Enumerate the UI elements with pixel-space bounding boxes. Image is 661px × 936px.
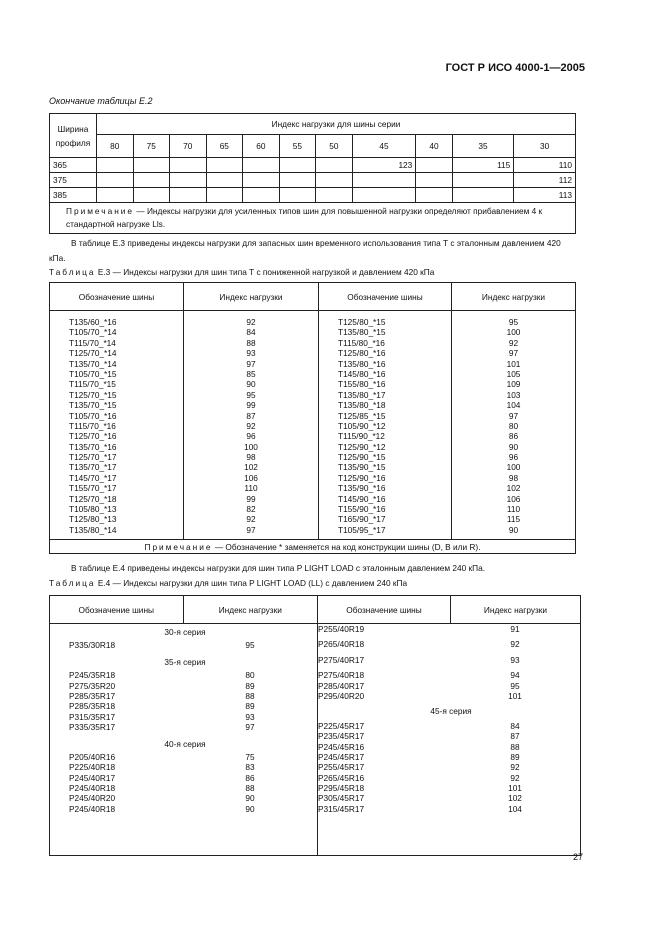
caption-label: Таблица [49, 578, 96, 588]
series-header: 80 [97, 135, 134, 158]
list-item: Т105/70_*15 [69, 368, 117, 379]
tire-list [50, 317, 183, 535]
list-item: 83 [245, 762, 255, 773]
value-cell [243, 173, 280, 188]
list-item: 99 [246, 400, 256, 411]
list-item: 100 [506, 327, 521, 338]
list-item: P335/35R17 [69, 722, 116, 733]
value-cell [279, 173, 316, 188]
list-item: 85 [246, 368, 256, 379]
table-e3-note [50, 540, 576, 554]
list-item: Т135/80_*15 [338, 327, 386, 338]
series-heading: 35-я серия [164, 656, 206, 667]
list-item: 90 [245, 793, 255, 804]
list-item: 97 [246, 524, 256, 535]
page-number: 27 [572, 852, 583, 862]
list-item: 88 [246, 337, 256, 348]
value-cell [206, 158, 243, 173]
col-header: Обозначение шины [318, 596, 451, 624]
list-item: 93 [246, 348, 256, 359]
list-item: Т145/80_*16 [338, 368, 386, 379]
value-cell [97, 188, 134, 203]
list-item: Т115/70_*15 [69, 379, 116, 390]
paragraph-e3: В таблице Е.3 приведены индексы нагрузки для запасных шин временного использования типа Т с эталонным давлением 420 кПа. [49, 238, 561, 263]
list-item: Т145/70_*17 [69, 472, 117, 483]
list-item: P245/40R18 [69, 803, 116, 814]
list-item: 105 [506, 368, 521, 379]
table-e4 [49, 595, 581, 856]
value-cell [133, 173, 170, 188]
list-item: 84 [246, 327, 256, 338]
list-item: 104 [508, 803, 522, 814]
value-cell [206, 188, 243, 203]
list-item: 100 [506, 462, 521, 473]
index-list [450, 624, 580, 665]
list-item: Т125/70_*18 [69, 493, 117, 504]
value-cell [452, 188, 514, 203]
tire-list [318, 670, 450, 701]
col-header: Обозначение шины [50, 283, 184, 311]
list-item: 91 [510, 624, 520, 634]
value-cell [416, 158, 453, 173]
list-item: Т135/80_*18 [338, 400, 386, 411]
note-label: Примечание [144, 541, 213, 552]
value-cell [279, 188, 316, 203]
list-item: Т135/80_*16 [338, 358, 386, 369]
list-item: P235/45R17 [318, 731, 365, 742]
width-cell: 375 [50, 173, 97, 188]
left-groups [50, 624, 318, 856]
list-item: 82 [246, 504, 256, 515]
value-cell [97, 158, 134, 173]
list-item: 92 [510, 639, 520, 650]
list-item: P275/40R17 [318, 654, 365, 665]
list-item: 88 [245, 690, 255, 701]
value-cell [243, 158, 280, 173]
value-cell [316, 158, 353, 173]
list-item: 96 [508, 452, 519, 463]
list-item: 106 [506, 493, 521, 504]
index-list [184, 317, 318, 535]
table-e3-caption [49, 267, 434, 277]
caption-text: Е.4 — Индексы нагрузки для шин типа P LIGHT LOAD (LL) с давлением 240 кПа [95, 578, 408, 588]
list-item: P245/40R17 [69, 772, 116, 783]
list-item: 88 [245, 783, 255, 794]
list-item: Т125/70_*15 [69, 389, 117, 400]
list-item: Т135/80_*14 [69, 524, 117, 535]
value-cell [97, 173, 134, 188]
list-item: 90 [508, 524, 519, 535]
table-row [50, 158, 576, 173]
list-item: Т155/90_*16 [338, 504, 386, 515]
series-heading: 40-я серия [164, 738, 206, 749]
series-header: 50 [316, 135, 353, 158]
list-item: 110 [244, 483, 258, 494]
list-item: Т125/70_*17 [69, 452, 117, 463]
series-header: 75 [133, 135, 170, 158]
list-item: P285/35R17 [69, 690, 116, 701]
list-item: Т115/90_*12 [338, 431, 385, 442]
value-cell [352, 188, 416, 203]
series-header: 60 [243, 135, 280, 158]
list-item: Т105/70_*14 [69, 327, 117, 338]
list-item: P245/45R16 [318, 741, 365, 752]
list-item: 100 [244, 441, 258, 452]
table-e2-caption: Окончание таблицы Е.2 [49, 96, 153, 106]
right-groups [318, 624, 581, 856]
table-e2-note [50, 203, 576, 234]
list-item: Т125/85_*15 [338, 410, 386, 421]
series-header: 65 [206, 135, 243, 158]
list-item: Т135/70_*16 [69, 441, 117, 452]
list-item: 95 [508, 317, 519, 327]
list-item: 109 [506, 379, 521, 390]
list-item: 92 [510, 772, 520, 783]
list-item: Т125/80_*15 [338, 317, 386, 327]
list-item: Т115/70_*14 [69, 337, 116, 348]
list-item: Т125/90_*15 [338, 452, 386, 463]
list-item: Т125/90_*16 [338, 472, 386, 483]
index-list [183, 640, 317, 650]
value-cell [133, 158, 170, 173]
col-header: Обозначение шины [319, 283, 452, 311]
list-item: Т125/90_*12 [338, 441, 386, 452]
list-item: 103 [506, 389, 521, 400]
list-item: P255/45R17 [318, 762, 365, 773]
list-item: Т125/80_*13 [69, 514, 117, 525]
list-item: P245/35R18 [69, 670, 116, 681]
caption-text: Е.3 — Индексы нагрузки для шин типа Т с пониженной нагрузкой и давлением 420 кПа [95, 267, 435, 277]
series-header: 40 [416, 135, 453, 158]
list-item: 98 [508, 472, 519, 483]
list-item: 101 [508, 690, 522, 701]
list-item: Т115/80_*16 [338, 337, 385, 348]
value-cell [170, 158, 207, 173]
value-cell: 115 [452, 158, 514, 173]
list-item: Т135/70_*17 [69, 462, 117, 473]
value-cell [352, 173, 416, 188]
list-item: Т135/70_*14 [69, 358, 117, 369]
value-cell [133, 188, 170, 203]
list-item: 97 [246, 358, 256, 369]
list-item: 88 [510, 741, 520, 752]
table-row [50, 188, 576, 203]
list-item: 102 [506, 483, 521, 494]
list-item: Т135/90_*15 [338, 462, 386, 473]
value-cell [452, 173, 514, 188]
list-item: P265/40R18 [318, 639, 365, 650]
list-item: P335/30R18 [69, 640, 116, 651]
list-item: 115 [506, 514, 521, 525]
list-item: 104 [506, 400, 521, 411]
list-item: 90 [246, 379, 256, 390]
list-item: P205/40R16 [69, 751, 116, 762]
list-item: P305/45R17 [318, 793, 365, 804]
index-list [450, 721, 580, 815]
caption-label: Таблица [49, 267, 96, 277]
list-item: 95 [245, 640, 255, 651]
list-item: 110 [506, 504, 521, 515]
index-list [183, 670, 317, 732]
list-item: 97 [508, 348, 519, 359]
note-text: — Обозначение * заменяется на код конструкции шины (D, B или R). [212, 541, 481, 552]
index-list [450, 670, 580, 701]
width-cell: 365 [50, 158, 97, 173]
list-item: P315/45R17 [318, 803, 365, 814]
list-item: Т135/80_*17 [338, 389, 386, 400]
col-header: Индекс нагрузки [184, 283, 319, 311]
list-item: 86 [245, 772, 255, 783]
index-list [452, 317, 575, 535]
list-item: P275/40R18 [318, 670, 365, 681]
list-item: 99 [246, 493, 256, 504]
list-item: 94 [510, 670, 520, 681]
value-cell [206, 173, 243, 188]
list-item: Т115/70_*16 [69, 420, 116, 431]
value-cell: 112 [514, 173, 576, 188]
value-cell [279, 158, 316, 173]
series-heading: 30-я серия [164, 627, 206, 637]
tire-list [319, 317, 451, 535]
list-item: P245/40R20 [69, 793, 116, 804]
list-item: 101 [506, 358, 521, 369]
list-item: P295/45R18 [318, 783, 365, 794]
series-header-row [50, 135, 576, 158]
table-e4-caption [49, 578, 407, 588]
list-item: 80 [245, 670, 255, 681]
list-item: Т105/80_*13 [69, 504, 117, 515]
tire-list [50, 670, 183, 732]
list-item: 89 [510, 751, 520, 762]
list-item: Т135/90_*16 [338, 483, 386, 494]
list-item: 102 [508, 793, 522, 804]
value-cell: 113 [514, 188, 576, 203]
list-item: P285/40R17 [318, 680, 365, 691]
list-item: Т125/70_*14 [69, 348, 117, 359]
col-header: Индекс нагрузки [451, 596, 581, 624]
list-item: 97 [508, 410, 519, 421]
list-item: P225/40R18 [69, 762, 116, 773]
col-header: Обозначение шины [50, 596, 184, 624]
list-item: Т145/90_*16 [338, 493, 386, 504]
width-cell: 385 [50, 188, 97, 203]
width-column-header: Ширина профиля [50, 114, 97, 158]
value-cell: 110 [514, 158, 576, 173]
series-heading: 45-я серия [430, 706, 472, 717]
tire-list [318, 721, 450, 815]
index-list [183, 752, 317, 814]
value-cell [316, 188, 353, 203]
list-item: Т155/70_*17 [69, 483, 117, 494]
table-e2 [49, 113, 576, 234]
tire-list [50, 640, 183, 650]
note-text: — Индексы нагрузки для усиленных типов шин для повышенной нагрузки определяют прибавлением 4 к стандартной нагрузке Lls. [66, 206, 543, 229]
list-item: 89 [245, 701, 255, 712]
tire-list [50, 752, 183, 814]
list-item: Т125/80_*16 [338, 348, 386, 359]
list-item: 93 [245, 711, 255, 722]
list-item: Т135/70_*15 [69, 400, 117, 411]
list-item: 106 [244, 472, 258, 483]
list-item: P245/45R17 [318, 751, 365, 762]
list-item: Т105/90_*12 [338, 420, 386, 431]
list-item: 87 [246, 410, 256, 421]
list-item: 90 [245, 803, 255, 814]
list-item: P265/45R16 [318, 772, 365, 783]
list-item: Т105/95_*17 [338, 524, 386, 535]
list-item: 84 [510, 720, 520, 731]
list-item: P315/35R17 [69, 711, 116, 722]
col-header: Индекс нагрузки [452, 283, 576, 311]
col-header: Индекс нагрузки [183, 596, 317, 624]
list-item: 87 [510, 731, 520, 742]
series-group-header: Индекс нагрузки для шины серии [97, 114, 576, 135]
value-cell: 123 [352, 158, 416, 173]
note-label: Примечание [66, 206, 135, 216]
value-cell [170, 173, 207, 188]
list-item: 96 [246, 431, 256, 442]
list-item: 75 [245, 751, 255, 762]
paragraph-e4: В таблице Е.4 приведены индексы нагрузки для шин типа P LIGHT LOAD с эталонным давлением 240 кПа. [71, 563, 486, 573]
list-item: 92 [246, 317, 256, 327]
list-item: P295/40R20 [318, 690, 365, 701]
list-item: Т105/70_*16 [69, 410, 117, 421]
list-item: 90 [508, 441, 519, 452]
list-item: 95 [510, 680, 520, 691]
value-cell [316, 173, 353, 188]
list-item: 92 [246, 420, 256, 431]
list-item: 97 [245, 722, 255, 733]
list-item: Т125/70_*16 [69, 431, 117, 442]
value-cell [170, 188, 207, 203]
list-item: P245/40R18 [69, 783, 116, 794]
list-item: Т165/90_*17 [338, 514, 386, 525]
list-item: 86 [508, 431, 519, 442]
document-id: ГОСТ Р ИСО 4000-1—2005 [445, 62, 585, 74]
list-item: P225/45R17 [318, 720, 365, 731]
list-item: P275/35R20 [69, 680, 116, 691]
series-header: 35 [452, 135, 514, 158]
list-item: 92 [246, 514, 256, 525]
list-item: 80 [508, 420, 519, 431]
list-item: 101 [508, 783, 522, 794]
value-cell [243, 188, 280, 203]
series-header: 45 [352, 135, 416, 158]
list-item: 89 [245, 680, 255, 691]
list-item: 93 [510, 654, 520, 665]
list-item: P285/35R18 [69, 701, 116, 712]
series-header: 30 [514, 135, 576, 158]
list-item: 92 [508, 337, 519, 348]
list-item: 95 [246, 389, 256, 400]
value-cell [416, 188, 453, 203]
table-row [50, 173, 576, 188]
series-header: 55 [279, 135, 316, 158]
list-item: Т155/80_*16 [338, 379, 386, 390]
list-item: 98 [246, 452, 256, 463]
table-e3 [49, 282, 576, 554]
value-cell [416, 173, 453, 188]
series-header: 70 [170, 135, 207, 158]
list-item: P255/40R19 [318, 624, 365, 634]
list-item: 102 [244, 462, 258, 473]
list-item: 92 [510, 762, 520, 773]
list-item: Т135/60_*16 [69, 317, 117, 327]
tire-list [318, 624, 450, 665]
